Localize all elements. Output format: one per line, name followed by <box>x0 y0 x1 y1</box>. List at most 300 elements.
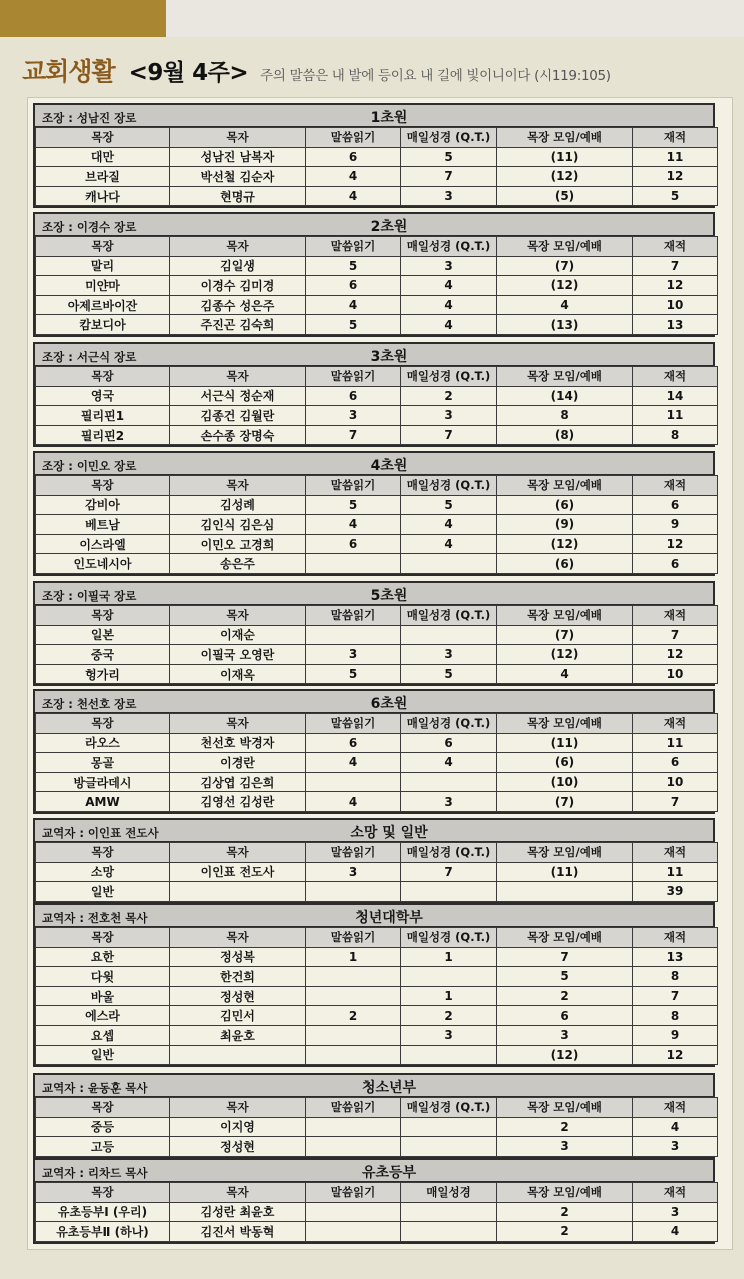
qt-count: 3 <box>401 186 497 206</box>
leader-names <box>170 882 306 902</box>
section-table <box>35 1182 718 1242</box>
reading-count: 3 <box>306 862 401 882</box>
reading-count: 1 <box>306 947 401 967</box>
group-name: 감비아 <box>36 495 170 515</box>
qt-count <box>401 554 497 574</box>
enrolled-count: 8 <box>633 425 718 445</box>
reading-count <box>306 1117 401 1137</box>
leader-names: 이필국 오영란 <box>170 645 306 665</box>
enrolled-count: 12 <box>633 276 718 296</box>
qt-count <box>401 1222 497 1242</box>
section-leader: 조장 : 성남진 장로 <box>42 111 137 125</box>
enrolled-count: 13 <box>633 315 718 335</box>
meeting-count: (12) <box>497 167 633 187</box>
leader-names: 이재옥 <box>170 664 306 684</box>
enrolled-count: 6 <box>633 753 718 773</box>
enrolled-count: 11 <box>633 862 718 882</box>
reading-count: 4 <box>306 792 401 812</box>
meeting-count: (12) <box>497 1045 633 1065</box>
column-header-qt: 매일성경 (Q.T.) <box>401 714 497 734</box>
leader-names: 이경란 <box>170 753 306 773</box>
leader-names: 이재순 <box>170 625 306 645</box>
column-header-enrolled: 재적 <box>633 714 718 734</box>
column-header-row <box>36 367 718 387</box>
table-row <box>36 645 718 665</box>
reading-count: 6 <box>306 386 401 406</box>
section-leader: 조장 : 이경수 장로 <box>42 220 137 234</box>
column-header-group: 목장 <box>36 128 170 148</box>
column-header-group: 목장 <box>36 1098 170 1118</box>
section-header <box>35 1075 713 1097</box>
enrolled-count: 11 <box>633 733 718 753</box>
meeting-count: (11) <box>497 733 633 753</box>
column-header-meeting: 목장 모임/예배 <box>497 928 633 948</box>
reading-count: 4 <box>306 753 401 773</box>
qt-count: 4 <box>401 534 497 554</box>
section-header <box>35 453 713 475</box>
leader-names: 김진서 박동혁 <box>170 1222 306 1242</box>
section-leader: 교역자 : 전호천 목사 <box>42 911 148 925</box>
leader-names: 이지영 <box>170 1117 306 1137</box>
reading-count: 4 <box>306 167 401 187</box>
group-name: 일반 <box>36 882 170 902</box>
column-header-enrolled: 재적 <box>633 606 718 626</box>
meeting-count: 2 <box>497 986 633 1006</box>
meeting-count: (12) <box>497 276 633 296</box>
leader-names: 성남진 남복자 <box>170 147 306 167</box>
reading-count: 2 <box>306 1006 401 1026</box>
meeting-count: 3 <box>497 1025 633 1045</box>
qt-count: 5 <box>401 495 497 515</box>
section-table <box>35 366 718 445</box>
qt-count: 3 <box>401 406 497 426</box>
group-name: 이스라엘 <box>36 534 170 554</box>
section-table <box>35 127 718 206</box>
column-header-qt: 매일성경 (Q.T.) <box>401 476 497 496</box>
meeting-count: (7) <box>497 256 633 276</box>
group-name: 필리핀2 <box>36 425 170 445</box>
enrolled-count: 3 <box>633 1202 718 1222</box>
reading-count: 5 <box>306 495 401 515</box>
meeting-count: 4 <box>497 664 633 684</box>
section-title: 2초원 <box>370 219 408 235</box>
section-header <box>35 214 713 236</box>
table-row <box>36 664 718 684</box>
section-1 <box>33 103 715 208</box>
column-header-reading: 말씀읽기 <box>306 1098 401 1118</box>
table-row <box>36 772 718 792</box>
reading-count <box>306 1137 401 1157</box>
qt-count: 4 <box>401 276 497 296</box>
reading-count <box>306 967 401 987</box>
enrolled-count: 12 <box>633 167 718 187</box>
group-name: 미얀마 <box>36 276 170 296</box>
enrolled-count: 4 <box>633 1117 718 1137</box>
leader-names: 주진곤 김숙희 <box>170 315 306 335</box>
meeting-count: 6 <box>497 1006 633 1026</box>
enrolled-count: 7 <box>633 256 718 276</box>
column-header-meeting: 목장 모임/예배 <box>497 606 633 626</box>
meeting-count: (6) <box>497 495 633 515</box>
group-name: 유초등부Ⅱ (하나) <box>36 1222 170 1242</box>
meeting-count: (7) <box>497 792 633 812</box>
column-header-qt: 매일성경 (Q.T.) <box>401 843 497 863</box>
meeting-count: 3 <box>497 1137 633 1157</box>
qt-count <box>401 1137 497 1157</box>
reading-count: 3 <box>306 645 401 665</box>
column-header-row <box>36 1183 718 1203</box>
qt-count: 5 <box>401 664 497 684</box>
enrolled-count: 7 <box>633 625 718 645</box>
qt-count: 3 <box>401 645 497 665</box>
column-header-qt: 매일성경 (Q.T.) <box>401 367 497 387</box>
qt-count: 4 <box>401 295 497 315</box>
leader-names: 김영선 김성란 <box>170 792 306 812</box>
enrolled-count: 9 <box>633 1025 718 1045</box>
enrolled-count: 14 <box>633 386 718 406</box>
table-row <box>36 167 718 187</box>
table-row <box>36 406 718 426</box>
qt-count: 4 <box>401 753 497 773</box>
column-header-leader: 목자 <box>170 928 306 948</box>
leader-names: 이인표 전도사 <box>170 862 306 882</box>
group-name: 영국 <box>36 386 170 406</box>
column-header-row <box>36 843 718 863</box>
qt-count: 2 <box>401 1006 497 1026</box>
section-table <box>35 1097 718 1157</box>
leader-names: 김성례 <box>170 495 306 515</box>
column-header-row <box>36 237 718 257</box>
column-header-enrolled: 재적 <box>633 928 718 948</box>
section-10 <box>33 1158 715 1244</box>
group-name: AMW <box>36 792 170 812</box>
column-header-row <box>36 714 718 734</box>
qt-count <box>401 882 497 902</box>
column-header-leader: 목자 <box>170 843 306 863</box>
section-title: 청년대학부 <box>355 910 423 926</box>
reading-count <box>306 772 401 792</box>
table-row <box>36 967 718 987</box>
section-leader: 교역자 : 윤동훈 목사 <box>42 1081 148 1095</box>
reading-count: 4 <box>306 515 401 535</box>
week-label: <9월 4주> <box>128 60 249 86</box>
section-leader: 교역자 : 리차드 목사 <box>42 1166 148 1180</box>
qt-count: 3 <box>401 792 497 812</box>
group-name: 브라질 <box>36 167 170 187</box>
enrolled-count: 7 <box>633 792 718 812</box>
meeting-count: (9) <box>497 515 633 535</box>
column-header-group: 목장 <box>36 367 170 387</box>
section-title: 1초원 <box>370 110 408 126</box>
enrolled-count: 9 <box>633 515 718 535</box>
enrolled-count: 3 <box>633 1137 718 1157</box>
column-header-reading: 말씀읽기 <box>306 237 401 257</box>
enrolled-count: 12 <box>633 534 718 554</box>
leader-names: 손수종 장명숙 <box>170 425 306 445</box>
column-header-row <box>36 606 718 626</box>
group-name: 다윗 <box>36 967 170 987</box>
column-header-qt: 매일성경 (Q.T.) <box>401 928 497 948</box>
leader-names: 정성현 <box>170 1137 306 1157</box>
section-header <box>35 820 713 842</box>
reading-count: 4 <box>306 186 401 206</box>
enrolled-count: 6 <box>633 495 718 515</box>
enrolled-count: 11 <box>633 406 718 426</box>
column-header-row <box>36 476 718 496</box>
column-header-meeting: 목장 모임/예배 <box>497 843 633 863</box>
leader-names: 천선호 박경자 <box>170 733 306 753</box>
group-name: 말리 <box>36 256 170 276</box>
section-table <box>35 236 718 335</box>
column-header-group: 목장 <box>36 843 170 863</box>
leader-names: 김민서 <box>170 1006 306 1026</box>
section-table <box>35 713 718 812</box>
section-7 <box>33 818 715 904</box>
section-header <box>35 1160 713 1182</box>
enrolled-count: 8 <box>633 1006 718 1026</box>
leader-names: 정성복 <box>170 947 306 967</box>
meeting-count: (14) <box>497 386 633 406</box>
enrolled-count: 13 <box>633 947 718 967</box>
table-row <box>36 515 718 535</box>
enrolled-count: 5 <box>633 186 718 206</box>
column-header-qt: 매일성경 (Q.T.) <box>401 1098 497 1118</box>
reading-count: 6 <box>306 147 401 167</box>
section-leader: 조장 : 서근식 장로 <box>42 350 137 364</box>
column-header-leader: 목자 <box>170 476 306 496</box>
column-header-meeting: 목장 모임/예배 <box>497 1098 633 1118</box>
column-header-enrolled: 재적 <box>633 1098 718 1118</box>
section-header <box>35 905 713 927</box>
section-title: 유초등부 <box>361 1165 417 1181</box>
section-leader: 조장 : 이민오 장로 <box>42 459 137 473</box>
qt-count <box>401 1117 497 1137</box>
column-header-reading: 말씀읽기 <box>306 928 401 948</box>
leader-names: 한건희 <box>170 967 306 987</box>
qt-count: 6 <box>401 733 497 753</box>
header-tab-bar <box>0 0 166 37</box>
section-header <box>35 344 713 366</box>
meeting-count <box>497 882 633 902</box>
group-name: 아제르바이잔 <box>36 295 170 315</box>
reading-count: 7 <box>306 425 401 445</box>
table-row <box>36 882 718 902</box>
group-name: 헝가리 <box>36 664 170 684</box>
column-header-group: 목장 <box>36 928 170 948</box>
verse-text: 주의 말씀은 내 발에 등이요 내 길에 빛이니이다 (시119:105) <box>260 68 611 84</box>
column-header-leader: 목자 <box>170 1098 306 1118</box>
table-row <box>36 792 718 812</box>
column-header-reading: 말씀읽기 <box>306 714 401 734</box>
section-6 <box>33 689 715 814</box>
meeting-count: 2 <box>497 1202 633 1222</box>
section-header <box>35 691 713 713</box>
table-row <box>36 495 718 515</box>
table-row <box>36 862 718 882</box>
reading-count <box>306 625 401 645</box>
column-header-enrolled: 재적 <box>633 128 718 148</box>
qt-count: 1 <box>401 986 497 1006</box>
qt-count: 2 <box>401 386 497 406</box>
column-header-group: 목장 <box>36 476 170 496</box>
column-header-leader: 목자 <box>170 1183 306 1203</box>
meeting-count: 2 <box>497 1117 633 1137</box>
enrolled-count: 10 <box>633 664 718 684</box>
reading-count: 5 <box>306 315 401 335</box>
section-3 <box>33 342 715 447</box>
reading-count: 6 <box>306 534 401 554</box>
table-row <box>36 256 718 276</box>
table-row <box>36 1025 718 1045</box>
leader-names: 김종수 성은주 <box>170 295 306 315</box>
qt-count: 4 <box>401 315 497 335</box>
reading-count <box>306 1222 401 1242</box>
table-row <box>36 947 718 967</box>
qt-count <box>401 967 497 987</box>
enrolled-count: 10 <box>633 772 718 792</box>
enrolled-count: 4 <box>633 1222 718 1242</box>
column-header-group: 목장 <box>36 1183 170 1203</box>
meeting-count: (5) <box>497 186 633 206</box>
table-row <box>36 1045 718 1065</box>
enrolled-count: 12 <box>633 645 718 665</box>
table-row <box>36 625 718 645</box>
qt-count <box>401 1045 497 1065</box>
meeting-count: (12) <box>497 645 633 665</box>
column-header-enrolled: 재적 <box>633 476 718 496</box>
meeting-count: (11) <box>497 147 633 167</box>
column-header-meeting: 목장 모임/예배 <box>497 237 633 257</box>
section-title: 3초원 <box>370 349 408 365</box>
column-header-reading: 말씀읽기 <box>306 128 401 148</box>
group-name: 캐나다 <box>36 186 170 206</box>
group-name: 바울 <box>36 986 170 1006</box>
table-row <box>36 147 718 167</box>
page-header <box>22 52 722 88</box>
column-header-leader: 목자 <box>170 237 306 257</box>
leader-names: 김일생 <box>170 256 306 276</box>
column-header-leader: 목자 <box>170 714 306 734</box>
column-header-leader: 목자 <box>170 128 306 148</box>
group-name: 요셉 <box>36 1025 170 1045</box>
qt-count <box>401 625 497 645</box>
section-4 <box>33 451 715 576</box>
meeting-count: (13) <box>497 315 633 335</box>
column-header-enrolled: 재적 <box>633 237 718 257</box>
column-header-meeting: 목장 모임/예배 <box>497 714 633 734</box>
table-row <box>36 1137 718 1157</box>
enrolled-count: 39 <box>633 882 718 902</box>
leader-names: 서근식 정순재 <box>170 386 306 406</box>
section-9 <box>33 1073 715 1159</box>
column-header-meeting: 목장 모임/예배 <box>497 128 633 148</box>
leader-names <box>170 1045 306 1065</box>
column-header-row <box>36 1098 718 1118</box>
qt-count: 7 <box>401 862 497 882</box>
table-row <box>36 295 718 315</box>
section-table <box>35 475 718 574</box>
column-header-reading: 말씀읽기 <box>306 1183 401 1203</box>
table-row <box>36 386 718 406</box>
qt-count: 4 <box>401 515 497 535</box>
leader-names: 송은주 <box>170 554 306 574</box>
leader-names: 현명규 <box>170 186 306 206</box>
leader-names: 최윤호 <box>170 1025 306 1045</box>
qt-count: 3 <box>401 256 497 276</box>
group-name: 소망 <box>36 862 170 882</box>
enrolled-count: 10 <box>633 295 718 315</box>
enrolled-count: 12 <box>633 1045 718 1065</box>
table-row <box>36 1202 718 1222</box>
leader-names: 이경수 김미경 <box>170 276 306 296</box>
section-header <box>35 105 713 127</box>
qt-count: 1 <box>401 947 497 967</box>
meeting-count: 4 <box>497 295 633 315</box>
meeting-count: (7) <box>497 625 633 645</box>
section-title: 청소년부 <box>361 1080 417 1096</box>
qt-count <box>401 772 497 792</box>
group-name: 일본 <box>36 625 170 645</box>
leader-names: 박선철 김순자 <box>170 167 306 187</box>
meeting-count: (12) <box>497 534 633 554</box>
qt-count: 3 <box>401 1025 497 1045</box>
section-title: 6초원 <box>370 696 408 712</box>
reading-count: 4 <box>306 295 401 315</box>
meeting-count: 8 <box>497 406 633 426</box>
table-row <box>36 186 718 206</box>
meeting-count: 2 <box>497 1222 633 1242</box>
section-table <box>35 842 718 902</box>
leader-names: 김성란 최윤호 <box>170 1202 306 1222</box>
reading-count: 5 <box>306 256 401 276</box>
meeting-count: (8) <box>497 425 633 445</box>
column-header-row <box>36 928 718 948</box>
top-strip <box>166 0 744 37</box>
table-row <box>36 1006 718 1026</box>
leader-names: 김상엽 김은희 <box>170 772 306 792</box>
section-table <box>35 605 718 684</box>
section-2 <box>33 212 715 337</box>
group-name: 몽골 <box>36 753 170 773</box>
meeting-count: (11) <box>497 862 633 882</box>
column-header-reading: 말씀읽기 <box>306 367 401 387</box>
column-header-row <box>36 128 718 148</box>
column-header-qt: 매일성경 (Q.T.) <box>401 606 497 626</box>
column-header-group: 목장 <box>36 714 170 734</box>
column-header-enrolled: 재적 <box>633 1183 718 1203</box>
column-header-leader: 목자 <box>170 367 306 387</box>
column-header-group: 목장 <box>36 237 170 257</box>
column-header-meeting: 목장 모임/예배 <box>497 476 633 496</box>
group-name: 베트남 <box>36 515 170 535</box>
reading-count <box>306 554 401 574</box>
reading-count <box>306 1202 401 1222</box>
column-header-reading: 말씀읽기 <box>306 606 401 626</box>
meeting-count: (6) <box>497 753 633 773</box>
section-title: 5초원 <box>370 588 408 604</box>
qt-count: 7 <box>401 167 497 187</box>
reading-count: 3 <box>306 406 401 426</box>
reading-count: 6 <box>306 733 401 753</box>
section-leader: 조장 : 이필국 장로 <box>42 589 137 603</box>
column-header-reading: 말씀읽기 <box>306 843 401 863</box>
enrolled-count: 8 <box>633 967 718 987</box>
reading-count: 5 <box>306 664 401 684</box>
column-header-meeting: 목장 모임/예배 <box>497 367 633 387</box>
column-header-enrolled: 재적 <box>633 843 718 863</box>
column-header-qt: 매일성경 (Q.T.) <box>401 237 497 257</box>
group-name: 중국 <box>36 645 170 665</box>
